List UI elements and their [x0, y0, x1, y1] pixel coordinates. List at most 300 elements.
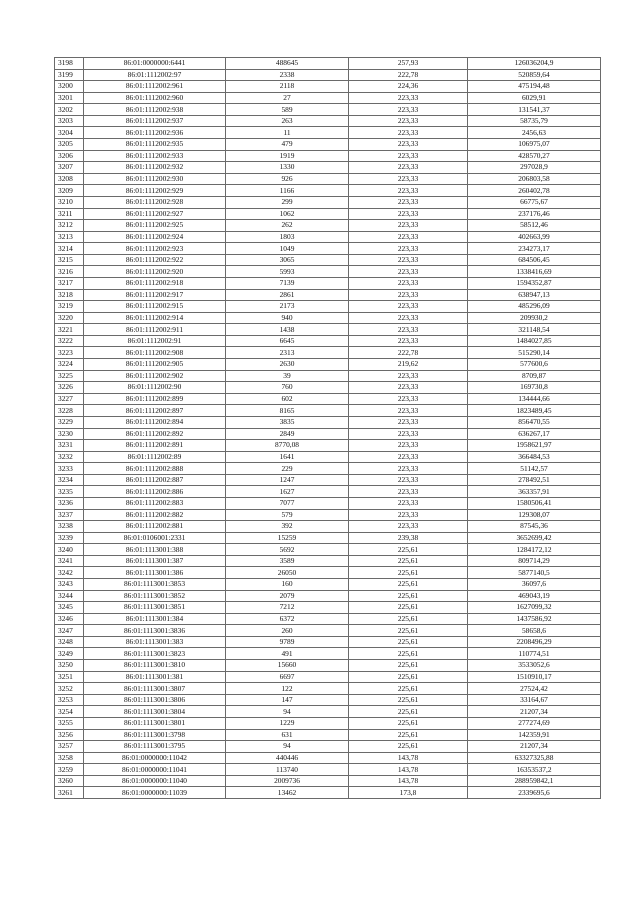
cadastral-value-cell: 5877140,5: [468, 567, 601, 579]
row-number-cell: 3208: [55, 173, 84, 185]
area-cell: 122: [226, 683, 349, 695]
table-row: [55, 613, 601, 625]
area-cell: 2849: [226, 428, 349, 440]
row-number-cell: 3218: [55, 289, 84, 301]
cadastral-value-cell: 237176,46: [468, 208, 601, 220]
specific-value-cell: 225,61: [349, 706, 468, 718]
row-number-cell: 3239: [55, 532, 84, 544]
cadastral-number-cell: 86:01:1113001:388: [84, 544, 226, 556]
area-cell: 2861: [226, 289, 349, 301]
cadastral-value-cell: 1437586,92: [468, 613, 601, 625]
table-row: [55, 81, 601, 93]
area-cell: 1330: [226, 162, 349, 174]
table-row: [55, 486, 601, 498]
row-number-cell: 3238: [55, 521, 84, 533]
cadastral-number-cell: 86:01:1112002:91: [84, 335, 226, 347]
area-cell: 260: [226, 625, 349, 637]
area-cell: 13462: [226, 787, 349, 799]
specific-value-cell: 225,61: [349, 590, 468, 602]
cadastral-value-cell: 169730,8: [468, 382, 601, 394]
row-number-cell: 3247: [55, 625, 84, 637]
cadastral-value-cell: 66775,67: [468, 196, 601, 208]
table-row: [55, 150, 601, 162]
specific-value-cell: 223,33: [349, 370, 468, 382]
specific-value-cell: 223,33: [349, 428, 468, 440]
area-cell: 392: [226, 521, 349, 533]
area-cell: 760: [226, 382, 349, 394]
area-cell: 488645: [226, 58, 349, 70]
specific-value-cell: 143,78: [349, 775, 468, 787]
cadastral-value-cell: 469043,19: [468, 590, 601, 602]
cadastral-number-cell: 86:01:1112002:929: [84, 185, 226, 197]
row-number-cell: 3202: [55, 104, 84, 116]
cadastral-number-cell: 86:01:1112002:915: [84, 301, 226, 313]
table-row: [55, 729, 601, 741]
row-number-cell: 3229: [55, 416, 84, 428]
area-cell: 589: [226, 104, 349, 116]
specific-value-cell: 223,33: [349, 254, 468, 266]
cadastral-value-cell: 1627099,32: [468, 602, 601, 614]
cadastral-value-cell: 142359,91: [468, 729, 601, 741]
table-row: [55, 301, 601, 313]
specific-value-cell: 223,33: [349, 335, 468, 347]
row-number-cell: 3259: [55, 764, 84, 776]
specific-value-cell: 223,33: [349, 405, 468, 417]
row-number-cell: 3200: [55, 81, 84, 93]
specific-value-cell: 223,33: [349, 243, 468, 255]
specific-value-cell: 222,78: [349, 69, 468, 81]
cadastral-value-cell: 21207,34: [468, 706, 601, 718]
row-number-cell: 3248: [55, 636, 84, 648]
table-row: [55, 648, 601, 660]
row-number-cell: 3224: [55, 359, 84, 371]
specific-value-cell: 223,33: [349, 301, 468, 313]
cadastral-value-cell: 638947,13: [468, 289, 601, 301]
table-row: [55, 185, 601, 197]
area-cell: 7139: [226, 277, 349, 289]
cadastral-number-cell: 86:01:1113001:3806: [84, 694, 226, 706]
row-number-cell: 3261: [55, 787, 84, 799]
row-number-cell: 3213: [55, 231, 84, 243]
table-row: [55, 544, 601, 556]
specific-value-cell: 223,33: [349, 150, 468, 162]
specific-value-cell: 143,78: [349, 752, 468, 764]
specific-value-cell: 223,33: [349, 509, 468, 521]
cadastral-number-cell: 86:01:1112002:97: [84, 69, 226, 81]
cadastral-value-cell: 363357,91: [468, 486, 601, 498]
cadastral-number-cell: 86:01:1112002:961: [84, 81, 226, 93]
table-row: [55, 266, 601, 278]
specific-value-cell: 225,61: [349, 613, 468, 625]
specific-value-cell: 225,61: [349, 567, 468, 579]
specific-value-cell: 219,62: [349, 359, 468, 371]
row-number-cell: 3215: [55, 254, 84, 266]
area-cell: 2173: [226, 301, 349, 313]
table-row: [55, 92, 601, 104]
table-row: [55, 509, 601, 521]
specific-value-cell: 223,33: [349, 277, 468, 289]
row-number-cell: 3219: [55, 301, 84, 313]
cadastral-value-table: [54, 57, 601, 799]
row-number-cell: 3210: [55, 196, 84, 208]
area-cell: 39: [226, 370, 349, 382]
table-row: [55, 497, 601, 509]
area-cell: 2313: [226, 347, 349, 359]
row-number-cell: 3220: [55, 312, 84, 324]
cadastral-number-cell: 86:01:1113001:3795: [84, 741, 226, 753]
area-cell: 2630: [226, 359, 349, 371]
area-cell: 631: [226, 729, 349, 741]
row-number-cell: 3223: [55, 347, 84, 359]
table-row: [55, 254, 601, 266]
cadastral-number-cell: 86:01:1112002:902: [84, 370, 226, 382]
row-number-cell: 3241: [55, 555, 84, 567]
area-cell: 6697: [226, 671, 349, 683]
table-row: [55, 115, 601, 127]
table-row: [55, 764, 601, 776]
cadastral-value-cell: 278492,51: [468, 474, 601, 486]
cadastral-value-cell: 684506,45: [468, 254, 601, 266]
cadastral-number-cell: 86:01:1113001:3851: [84, 602, 226, 614]
row-number-cell: 3251: [55, 671, 84, 683]
cadastral-number-cell: 86:01:1112002:927: [84, 208, 226, 220]
area-cell: 160: [226, 579, 349, 591]
specific-value-cell: 257,93: [349, 58, 468, 70]
cadastral-number-cell: 86:01:1113001:387: [84, 555, 226, 567]
specific-value-cell: 223,33: [349, 521, 468, 533]
table-row: [55, 208, 601, 220]
area-cell: 7212: [226, 602, 349, 614]
cadastral-value-cell: 1958621,97: [468, 440, 601, 452]
cadastral-value-cell: 3652699,42: [468, 532, 601, 544]
cadastral-number-cell: 86:01:1112002:882: [84, 509, 226, 521]
specific-value-cell: 223,33: [349, 139, 468, 151]
row-number-cell: 3228: [55, 405, 84, 417]
cadastral-number-cell: 86:01:1112002:897: [84, 405, 226, 417]
specific-value-cell: 239,38: [349, 532, 468, 544]
row-number-cell: 3237: [55, 509, 84, 521]
area-cell: 1438: [226, 324, 349, 336]
cadastral-number-cell: 86:01:1113001:3836: [84, 625, 226, 637]
cadastral-value-cell: 129308,07: [468, 509, 601, 521]
specific-value-cell: 225,61: [349, 741, 468, 753]
specific-value-cell: 223,33: [349, 463, 468, 475]
row-number-cell: 3231: [55, 440, 84, 452]
table-row: [55, 58, 601, 70]
row-number-cell: 3257: [55, 741, 84, 753]
cadastral-number-cell: 86:01:1112002:922: [84, 254, 226, 266]
row-number-cell: 3205: [55, 139, 84, 151]
cadastral-value-cell: 475194,48: [468, 81, 601, 93]
cadastral-number-cell: 86:01:1113001:384: [84, 613, 226, 625]
row-number-cell: 3222: [55, 335, 84, 347]
table-row: [55, 636, 601, 648]
cadastral-number-cell: 86:01:1112002:933: [84, 150, 226, 162]
table-row: [55, 139, 601, 151]
cadastral-value-cell: 21207,34: [468, 741, 601, 753]
table-row: [55, 521, 601, 533]
cadastral-number-cell: 86:01:1112002:923: [84, 243, 226, 255]
cadastral-value-cell: 3533052,6: [468, 660, 601, 672]
table-row: [55, 393, 601, 405]
specific-value-cell: 223,33: [349, 451, 468, 463]
row-number-cell: 3209: [55, 185, 84, 197]
specific-value-cell: 225,61: [349, 636, 468, 648]
row-number-cell: 3198: [55, 58, 84, 70]
cadastral-number-cell: 86:01:1112002:928: [84, 196, 226, 208]
cadastral-number-cell: 86:01:1113001:3798: [84, 729, 226, 741]
table-row: [55, 590, 601, 602]
cadastral-number-cell: 86:01:1112002:924: [84, 231, 226, 243]
specific-value-cell: 225,61: [349, 683, 468, 695]
area-cell: 94: [226, 741, 349, 753]
row-number-cell: 3240: [55, 544, 84, 556]
row-number-cell: 3233: [55, 463, 84, 475]
specific-value-cell: 222,78: [349, 347, 468, 359]
table-row: [55, 220, 601, 232]
cadastral-number-cell: 86:01:1113001:3807: [84, 683, 226, 695]
cadastral-value-cell: 2456,63: [468, 127, 601, 139]
cadastral-value-cell: 520859,64: [468, 69, 601, 81]
specific-value-cell: 223,33: [349, 393, 468, 405]
row-number-cell: 3206: [55, 150, 84, 162]
area-cell: 147: [226, 694, 349, 706]
specific-value-cell: 223,33: [349, 92, 468, 104]
area-cell: 26050: [226, 567, 349, 579]
row-number-cell: 3260: [55, 775, 84, 787]
area-cell: 3589: [226, 555, 349, 567]
table-row: [55, 602, 601, 614]
row-number-cell: 3216: [55, 266, 84, 278]
specific-value-cell: 225,61: [349, 694, 468, 706]
area-cell: 3065: [226, 254, 349, 266]
cadastral-value-cell: 58512,46: [468, 220, 601, 232]
table-row: [55, 706, 601, 718]
cadastral-value-cell: 87545,36: [468, 521, 601, 533]
table-row: [55, 382, 601, 394]
area-cell: 6372: [226, 613, 349, 625]
table-row: [55, 335, 601, 347]
specific-value-cell: 225,61: [349, 555, 468, 567]
cadastral-value-cell: 51142,57: [468, 463, 601, 475]
area-cell: 479: [226, 139, 349, 151]
cadastral-number-cell: 86:01:1112002:883: [84, 497, 226, 509]
cadastral-number-cell: 86:01:1112002:914: [84, 312, 226, 324]
specific-value-cell: 225,61: [349, 729, 468, 741]
table-row: [55, 683, 601, 695]
cadastral-number-cell: 86:01:1113001:3801: [84, 717, 226, 729]
row-number-cell: 3253: [55, 694, 84, 706]
cadastral-value-cell: 134444,66: [468, 393, 601, 405]
row-number-cell: 3236: [55, 497, 84, 509]
cadastral-value-cell: 8709,87: [468, 370, 601, 382]
cadastral-value-cell: 288959842,1: [468, 775, 601, 787]
table-row: [55, 440, 601, 452]
table-row: [55, 289, 601, 301]
table-row: [55, 694, 601, 706]
table-row: [55, 451, 601, 463]
cadastral-number-cell: 86:01:1112002:925: [84, 220, 226, 232]
cadastral-value-cell: 856470,55: [468, 416, 601, 428]
area-cell: 579: [226, 509, 349, 521]
area-cell: 262: [226, 220, 349, 232]
row-number-cell: 3258: [55, 752, 84, 764]
cadastral-value-cell: 277274,69: [468, 717, 601, 729]
cadastral-value-cell: 58658,6: [468, 625, 601, 637]
cadastral-value-cell: 206803,58: [468, 173, 601, 185]
cadastral-number-cell: 86:01:1113001:381: [84, 671, 226, 683]
table-row: [55, 671, 601, 683]
table-row: [55, 625, 601, 637]
cadastral-value-cell: 106975,07: [468, 139, 601, 151]
cadastral-number-cell: 86:01:0000000:11040: [84, 775, 226, 787]
specific-value-cell: 223,33: [349, 115, 468, 127]
cadastral-value-cell: 297028,9: [468, 162, 601, 174]
table-row: [55, 752, 601, 764]
cadastral-number-cell: 86:01:1113001:3810: [84, 660, 226, 672]
cadastral-number-cell: 86:01:0000000:11039: [84, 787, 226, 799]
cadastral-value-cell: 2208496,29: [468, 636, 601, 648]
table-row: [55, 405, 601, 417]
area-cell: 2118: [226, 81, 349, 93]
row-number-cell: 3225: [55, 370, 84, 382]
cadastral-value-cell: 33164,67: [468, 694, 601, 706]
specific-value-cell: 143,78: [349, 764, 468, 776]
specific-value-cell: 223,33: [349, 185, 468, 197]
cadastral-number-cell: 86:01:0000000:11042: [84, 752, 226, 764]
specific-value-cell: 223,33: [349, 220, 468, 232]
row-number-cell: 3256: [55, 729, 84, 741]
specific-value-cell: 223,33: [349, 382, 468, 394]
row-number-cell: 3199: [55, 69, 84, 81]
cadastral-number-cell: 86:01:1112002:938: [84, 104, 226, 116]
specific-value-cell: 223,33: [349, 231, 468, 243]
specific-value-cell: 224,36: [349, 81, 468, 93]
specific-value-cell: 223,33: [349, 208, 468, 220]
area-cell: 5692: [226, 544, 349, 556]
row-number-cell: 3252: [55, 683, 84, 695]
cadastral-value-cell: 209930,2: [468, 312, 601, 324]
table-row: [55, 324, 601, 336]
table-row: [55, 173, 601, 185]
cadastral-value-cell: 6029,91: [468, 92, 601, 104]
area-cell: 229: [226, 463, 349, 475]
area-cell: 299: [226, 196, 349, 208]
cadastral-value-cell: 1823489,45: [468, 405, 601, 417]
cadastral-number-cell: 86:01:1112002:908: [84, 347, 226, 359]
specific-value-cell: 223,33: [349, 196, 468, 208]
area-cell: 926: [226, 173, 349, 185]
area-cell: 6645: [226, 335, 349, 347]
row-number-cell: 3250: [55, 660, 84, 672]
area-cell: 940: [226, 312, 349, 324]
area-cell: 263: [226, 115, 349, 127]
row-number-cell: 3203: [55, 115, 84, 127]
cadastral-value-cell: 36097,6: [468, 579, 601, 591]
cadastral-number-cell: 86:01:1112002:932: [84, 162, 226, 174]
area-cell: 15259: [226, 532, 349, 544]
area-cell: 1229: [226, 717, 349, 729]
cadastral-value-cell: 636267,17: [468, 428, 601, 440]
cadastral-number-cell: 86:01:1112002:89: [84, 451, 226, 463]
cadastral-value-cell: 58735,79: [468, 115, 601, 127]
cadastral-value-cell: 1510910,17: [468, 671, 601, 683]
table-row: [55, 463, 601, 475]
cadastral-number-cell: 86:01:1112002:899: [84, 393, 226, 405]
row-number-cell: 3212: [55, 220, 84, 232]
cadastral-value-cell: 234273,17: [468, 243, 601, 255]
area-cell: 440446: [226, 752, 349, 764]
area-cell: 1641: [226, 451, 349, 463]
row-number-cell: 3221: [55, 324, 84, 336]
row-number-cell: 3201: [55, 92, 84, 104]
area-cell: 7077: [226, 497, 349, 509]
table-row: [55, 104, 601, 116]
cadastral-value-cell: 16353537,2: [468, 764, 601, 776]
cadastral-value-cell: 577600,6: [468, 359, 601, 371]
table-row: [55, 277, 601, 289]
row-number-cell: 3243: [55, 579, 84, 591]
table-row: [55, 741, 601, 753]
cadastral-number-cell: 86:01:1113001:383: [84, 636, 226, 648]
row-number-cell: 3227: [55, 393, 84, 405]
cadastral-number-cell: 86:01:1112002:888: [84, 463, 226, 475]
cadastral-value-cell: 260402,78: [468, 185, 601, 197]
cadastral-value-cell: 321148,54: [468, 324, 601, 336]
specific-value-cell: 223,33: [349, 162, 468, 174]
table-row: [55, 717, 601, 729]
cadastral-value-cell: 428570,27: [468, 150, 601, 162]
row-number-cell: 3232: [55, 451, 84, 463]
cadastral-number-cell: 86:01:1113001:3853: [84, 579, 226, 591]
area-cell: 1166: [226, 185, 349, 197]
specific-value-cell: 223,33: [349, 486, 468, 498]
specific-value-cell: 225,61: [349, 648, 468, 660]
row-number-cell: 3207: [55, 162, 84, 174]
cadastral-value-cell: 63327325,88: [468, 752, 601, 764]
cadastral-number-cell: 86:01:1112002:892: [84, 428, 226, 440]
table-row: [55, 787, 601, 799]
specific-value-cell: 225,61: [349, 660, 468, 672]
cadastral-value-cell: 2339695,6: [468, 787, 601, 799]
area-cell: 2079: [226, 590, 349, 602]
cadastral-number-cell: 86:01:1113001:3823: [84, 648, 226, 660]
area-cell: 27: [226, 92, 349, 104]
cadastral-value-cell: 515290,14: [468, 347, 601, 359]
area-cell: 11: [226, 127, 349, 139]
specific-value-cell: 223,33: [349, 416, 468, 428]
specific-value-cell: 223,33: [349, 324, 468, 336]
row-number-cell: 3235: [55, 486, 84, 498]
specific-value-cell: 225,61: [349, 602, 468, 614]
cadastral-number-cell: 86:01:1112002:894: [84, 416, 226, 428]
specific-value-cell: 223,33: [349, 312, 468, 324]
cadastral-number-cell: 86:01:0106001:2331: [84, 532, 226, 544]
cadastral-value-cell: 110774,51: [468, 648, 601, 660]
table-row: [55, 775, 601, 787]
table-row: [55, 474, 601, 486]
specific-value-cell: 173,8: [349, 787, 468, 799]
cadastral-number-cell: 86:01:1112002:918: [84, 277, 226, 289]
area-cell: 2338: [226, 69, 349, 81]
cadastral-value-cell: 1594352,87: [468, 277, 601, 289]
cadastral-number-cell: 86:01:1112002:886: [84, 486, 226, 498]
row-number-cell: 3254: [55, 706, 84, 718]
area-cell: 9789: [226, 636, 349, 648]
area-cell: 8165: [226, 405, 349, 417]
area-cell: 15660: [226, 660, 349, 672]
specific-value-cell: 223,33: [349, 104, 468, 116]
